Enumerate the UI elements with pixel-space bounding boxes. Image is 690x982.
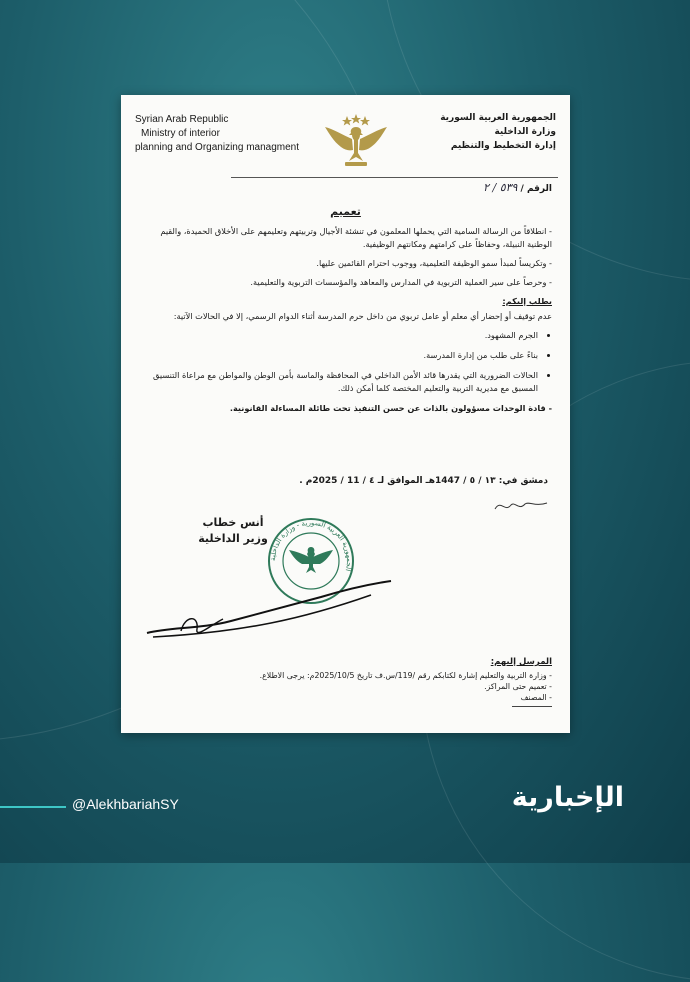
list-item: - تعميم حتى المراكز.: [484, 682, 552, 691]
preamble-paragraph: - انطلاقاً من الرسالة السامية التي يحملها المعلمون في تنشئة الأجيال وتربيتهم وتعليمهم على الأخلاق الحميدة، والقيم الوطنية النبيلة، وحفاظاً على كرامتهم ومكانتهم الوظيفية.: [143, 225, 552, 251]
document-body: [143, 225, 552, 421]
ministry-name-ar: وزارة الداخلية: [494, 127, 556, 137]
channel-logo: الإخبارية: [511, 782, 624, 813]
document-date: دمشق في: ١٣ / ٥ / 1447هـ الموافق لـ ٤ / 11 / 2025م .: [299, 476, 548, 486]
header-divider: [231, 177, 558, 178]
handwritten-signature: [141, 575, 401, 645]
preamble-paragraph: - وحرصاً على سير العملية التربوية في المدارس والمعاهد والمؤسسات التربوية والتعليمية.: [143, 276, 552, 289]
eagle-emblem-icon: [321, 113, 391, 171]
divider: [512, 706, 552, 707]
initials-mark: [491, 495, 551, 517]
document-title: تعميم: [330, 205, 361, 218]
country-name-en: Syrian Arab Republic: [135, 114, 229, 125]
reference-label: الرقم: [526, 184, 552, 194]
stamp-text: الجمهورية العربية السورية - وزارة الداخلية: [268, 518, 354, 573]
list-item: - المصنف: [520, 693, 552, 702]
list-item: • بناءً على طلب من إدارة المدرسة.: [143, 349, 538, 362]
list-item: - وزارة التربية والتعليم إشارة لكتابكم رقم /119/س.ف تاريخ 2025/10/5م: يرجى الاطلاع.: [259, 671, 552, 680]
recipients-block: [260, 657, 552, 707]
document-page: [121, 95, 570, 733]
request-heading: يطلب إليكم:: [502, 296, 552, 306]
list-item: • الجرم المشهود.: [143, 329, 538, 342]
signatory-block: [173, 515, 293, 547]
department-name-en: planning and Organizing managment: [135, 142, 299, 153]
request-text: عدم توقيف أو إحضار أي معلم أو عامل تربوي من داخل حرم المدرسة أثناء الدوام الرسمي، إلا في الحالات الآتية:: [173, 311, 552, 321]
country-name-ar: الجمهورية العربية السورية: [440, 113, 556, 123]
recipients-heading: المرسل إليهم:: [490, 657, 552, 667]
footer-accent-line: [0, 806, 66, 808]
cases-list: [143, 329, 552, 395]
department-name-ar: إدارة التخطيط والتنظيم: [450, 141, 556, 151]
signatory-name: أنس خطاب: [202, 516, 264, 529]
preamble-paragraph: - وتكريساً لمبدأ سمو الوظيفة التعليمية، ووجوب احترام القائمين عليها.: [143, 257, 552, 270]
signatory-title: وزير الداخلية: [198, 532, 268, 545]
arabic-header: [440, 111, 556, 153]
list-item: • الحالات الضرورية التي يقدرها قائد الأمن الداخلي في المحافظة والماسة بأمن الوطن والمواطن مع مراعاة التنسيق المسبق مع مديرية التربية والتعليم المختصة كلما أمكن ذلك.: [143, 369, 538, 395]
reference-number: الرقم / ٥٣٩ / ٢: [483, 181, 552, 194]
closing-statement: - قادة الوحدات مسؤولون بالذات عن حسن التنفيذ تحت طائلة المساءلة القانونية.: [229, 403, 552, 413]
ministry-name-en: Ministry of interior: [141, 128, 220, 139]
reference-value: ٥٣٩ / ٢: [483, 181, 518, 194]
social-handle[interactable]: @AlekhbariahSY: [72, 796, 179, 812]
english-header: [135, 113, 299, 155]
